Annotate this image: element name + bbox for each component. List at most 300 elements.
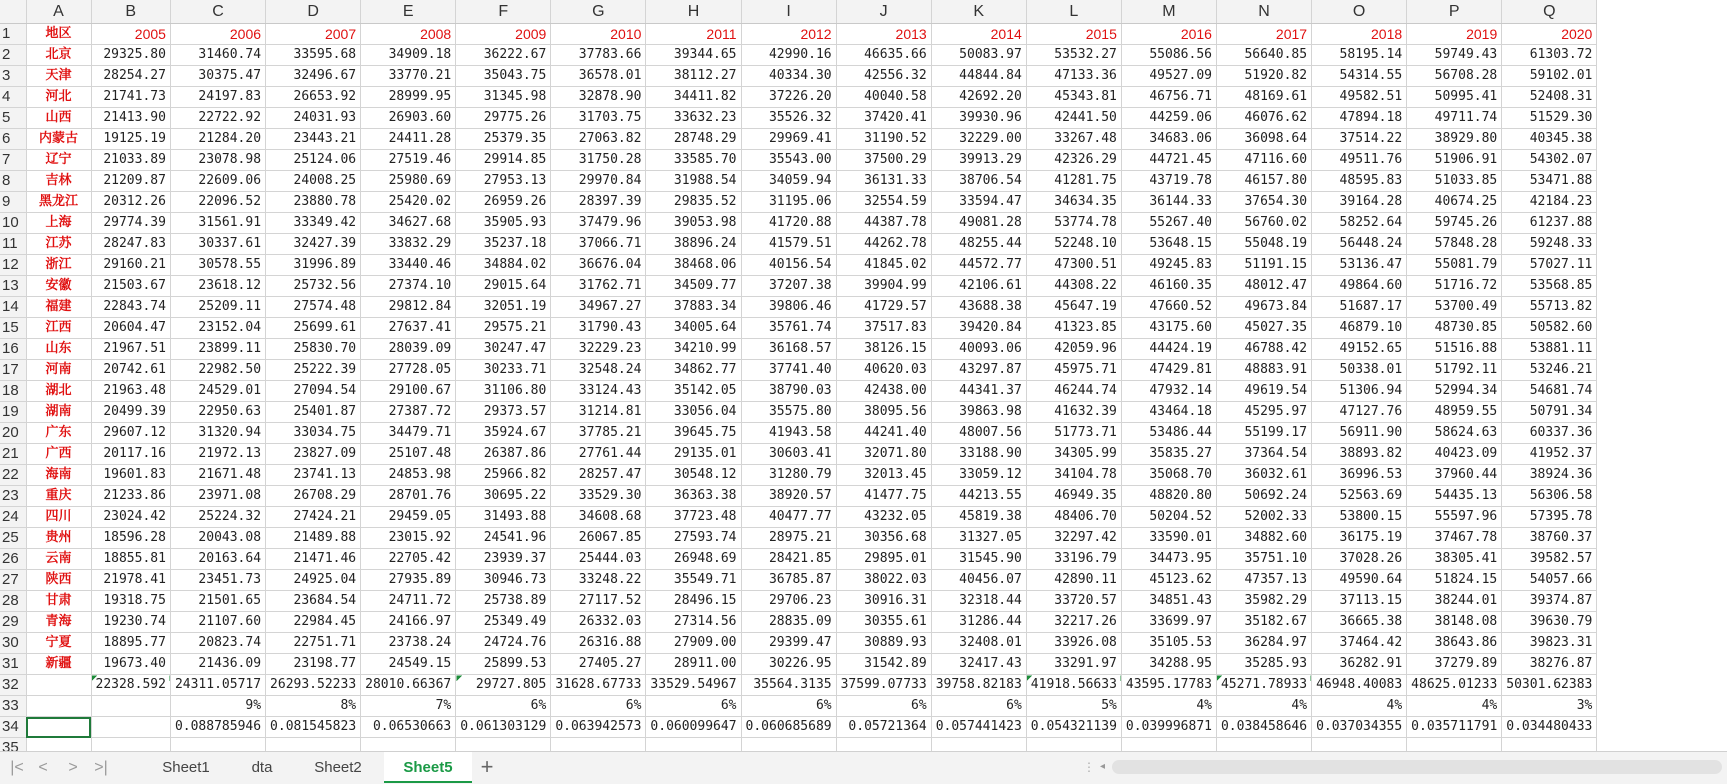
value-cell[interactable]: 29373.57 xyxy=(456,402,551,423)
row-header[interactable]: 32 xyxy=(0,675,26,696)
value-cell[interactable]: 28039.09 xyxy=(361,339,456,360)
summary-cell[interactable]: 0.06530663 xyxy=(361,717,456,738)
value-cell[interactable]: 32297.42 xyxy=(1026,528,1121,549)
year-header-cell[interactable]: 2010 xyxy=(551,24,646,45)
value-cell[interactable]: 55267.40 xyxy=(1121,213,1216,234)
value-cell[interactable]: 41729.57 xyxy=(836,297,931,318)
value-cell[interactable]: 33529.30 xyxy=(551,486,646,507)
summary-cell[interactable]: 9% xyxy=(170,696,265,717)
value-cell[interactable]: 27728.05 xyxy=(361,360,456,381)
value-cell[interactable]: 19318.75 xyxy=(91,591,170,612)
value-cell[interactable]: 20499.39 xyxy=(91,402,170,423)
empty-cell[interactable] xyxy=(361,738,456,752)
value-cell[interactable]: 37113.15 xyxy=(1312,591,1407,612)
value-cell[interactable]: 22843.74 xyxy=(91,297,170,318)
value-cell[interactable]: 36282.91 xyxy=(1312,654,1407,675)
last-sheet-icon[interactable]: >| xyxy=(94,759,108,776)
value-cell[interactable]: 32217.26 xyxy=(1026,612,1121,633)
row-header[interactable]: 22 xyxy=(0,465,26,486)
value-cell[interactable]: 33590.01 xyxy=(1121,528,1216,549)
value-cell[interactable]: 27424.21 xyxy=(266,507,361,528)
value-cell[interactable]: 42990.16 xyxy=(741,45,836,66)
value-cell[interactable]: 33632.23 xyxy=(646,108,741,129)
row-header[interactable]: 6 xyxy=(0,129,26,150)
region-cell[interactable]: 江苏 xyxy=(26,234,91,255)
value-cell[interactable]: 21967.51 xyxy=(91,339,170,360)
summary-cell[interactable]: 0.054321139 xyxy=(1026,717,1121,738)
value-cell[interactable]: 21233.86 xyxy=(91,486,170,507)
value-cell[interactable]: 38760.37 xyxy=(1502,528,1597,549)
value-cell[interactable]: 26387.86 xyxy=(456,444,551,465)
value-cell[interactable]: 32013.45 xyxy=(836,465,931,486)
value-cell[interactable]: 22609.06 xyxy=(170,171,265,192)
value-cell[interactable]: 50692.24 xyxy=(1216,486,1311,507)
summary-cell[interactable]: 29727.805 xyxy=(456,675,551,696)
value-cell[interactable]: 31280.79 xyxy=(741,465,836,486)
value-cell[interactable]: 39053.98 xyxy=(646,213,741,234)
year-header-cell[interactable]: 2012 xyxy=(741,24,836,45)
summary-cell[interactable]: 26293.52233 xyxy=(266,675,361,696)
value-cell[interactable]: 32229.00 xyxy=(931,129,1026,150)
value-cell[interactable]: 30695.22 xyxy=(456,486,551,507)
value-cell[interactable]: 46756.71 xyxy=(1121,87,1216,108)
value-cell[interactable]: 39630.79 xyxy=(1502,612,1597,633)
value-cell[interactable]: 36665.38 xyxy=(1312,612,1407,633)
summary-cell[interactable]: 6% xyxy=(456,696,551,717)
value-cell[interactable]: 29775.26 xyxy=(456,108,551,129)
value-cell[interactable]: 30603.41 xyxy=(741,444,836,465)
value-cell[interactable]: 28975.21 xyxy=(741,528,836,549)
value-cell[interactable]: 28421.85 xyxy=(741,549,836,570)
value-cell[interactable]: 30226.95 xyxy=(741,654,836,675)
value-cell[interactable]: 47894.18 xyxy=(1312,108,1407,129)
value-cell[interactable]: 49245.83 xyxy=(1121,255,1216,276)
region-cell[interactable]: 甘肃 xyxy=(26,591,91,612)
value-cell[interactable]: 21413.90 xyxy=(91,108,170,129)
value-cell[interactable]: 31703.75 xyxy=(551,108,646,129)
value-cell[interactable]: 39420.84 xyxy=(931,318,1026,339)
value-cell[interactable]: 38095.56 xyxy=(836,402,931,423)
region-cell[interactable]: 黑龙江 xyxy=(26,192,91,213)
value-cell[interactable]: 51516.88 xyxy=(1407,339,1502,360)
value-cell[interactable]: 34634.35 xyxy=(1026,192,1121,213)
value-cell[interactable]: 40674.25 xyxy=(1407,192,1502,213)
region-cell[interactable]: 广东 xyxy=(26,423,91,444)
value-cell[interactable]: 53700.49 xyxy=(1407,297,1502,318)
value-cell[interactable]: 29325.80 xyxy=(91,45,170,66)
value-cell[interactable]: 52994.34 xyxy=(1407,381,1502,402)
value-cell[interactable]: 35835.27 xyxy=(1121,444,1216,465)
region-cell[interactable]: 四川 xyxy=(26,507,91,528)
summary-cell[interactable]: 4% xyxy=(1216,696,1311,717)
value-cell[interactable]: 35285.93 xyxy=(1216,654,1311,675)
value-cell[interactable]: 20312.26 xyxy=(91,192,170,213)
value-cell[interactable]: 40477.77 xyxy=(741,507,836,528)
value-cell[interactable]: 24031.93 xyxy=(266,108,361,129)
summary-cell[interactable]: 0.061303129 xyxy=(456,717,551,738)
value-cell[interactable]: 18596.28 xyxy=(91,528,170,549)
value-cell[interactable]: 60337.36 xyxy=(1502,423,1597,444)
value-cell[interactable]: 39344.65 xyxy=(646,45,741,66)
row-header[interactable]: 17 xyxy=(0,360,26,381)
value-cell[interactable]: 29812.84 xyxy=(361,297,456,318)
value-cell[interactable]: 30337.61 xyxy=(170,234,265,255)
region-cell[interactable]: 天津 xyxy=(26,66,91,87)
value-cell[interactable]: 23741.13 xyxy=(266,465,361,486)
value-cell[interactable]: 33594.47 xyxy=(931,192,1026,213)
value-cell[interactable]: 38112.27 xyxy=(646,66,741,87)
value-cell[interactable]: 34909.18 xyxy=(361,45,456,66)
value-cell[interactable]: 51191.15 xyxy=(1216,255,1311,276)
value-cell[interactable]: 37467.78 xyxy=(1407,528,1502,549)
value-cell[interactable]: 27761.44 xyxy=(551,444,646,465)
year-header-cell[interactable]: 2008 xyxy=(361,24,456,45)
value-cell[interactable]: 54302.07 xyxy=(1502,150,1597,171)
value-cell[interactable]: 34882.60 xyxy=(1216,528,1311,549)
column-header[interactable]: B xyxy=(91,0,170,24)
row-header[interactable]: 12 xyxy=(0,255,26,276)
value-cell[interactable]: 28397.39 xyxy=(551,192,646,213)
value-cell[interactable]: 33770.21 xyxy=(361,66,456,87)
value-cell[interactable]: 51306.94 xyxy=(1312,381,1407,402)
region-cell[interactable]: 福建 xyxy=(26,297,91,318)
row-header[interactable]: 15 xyxy=(0,318,26,339)
value-cell[interactable]: 25444.03 xyxy=(551,549,646,570)
column-header[interactable]: A xyxy=(26,0,91,24)
year-header-cell[interactable]: 2020 xyxy=(1502,24,1597,45)
value-cell[interactable]: 34683.06 xyxy=(1121,129,1216,150)
row-header[interactable]: 33 xyxy=(0,696,26,717)
value-cell[interactable]: 44844.84 xyxy=(931,66,1026,87)
value-cell[interactable]: 36175.19 xyxy=(1312,528,1407,549)
value-cell[interactable]: 35105.53 xyxy=(1121,633,1216,654)
next-sheet-icon[interactable]: > xyxy=(68,759,78,776)
summary-cell[interactable]: 0.081545823 xyxy=(266,717,361,738)
value-cell[interactable]: 21436.09 xyxy=(170,654,265,675)
summary-cell[interactable]: 50301.62383 xyxy=(1502,675,1597,696)
value-cell[interactable]: 33059.12 xyxy=(931,465,1026,486)
value-cell[interactable]: 52002.33 xyxy=(1216,507,1311,528)
row-header[interactable]: 19 xyxy=(0,402,26,423)
summary-cell[interactable]: 24311.05717 xyxy=(170,675,265,696)
value-cell[interactable]: 50582.60 xyxy=(1502,318,1597,339)
value-cell[interactable]: 36222.67 xyxy=(456,45,551,66)
region-cell[interactable]: 湖南 xyxy=(26,402,91,423)
value-cell[interactable]: 49673.84 xyxy=(1216,297,1311,318)
value-cell[interactable]: 21489.88 xyxy=(266,528,361,549)
value-cell[interactable]: 24853.98 xyxy=(361,465,456,486)
value-cell[interactable]: 47133.36 xyxy=(1026,66,1121,87)
region-cell[interactable]: 安徽 xyxy=(26,276,91,297)
tab-sheet5[interactable]: Sheet5 xyxy=(384,752,472,783)
column-header[interactable]: E xyxy=(361,0,456,24)
value-cell[interactable]: 29015.64 xyxy=(456,276,551,297)
value-cell[interactable]: 28254.27 xyxy=(91,66,170,87)
summary-cell[interactable]: 0.037034355 xyxy=(1312,717,1407,738)
year-header-cell[interactable]: 2014 xyxy=(931,24,1026,45)
value-cell[interactable]: 30375.47 xyxy=(170,66,265,87)
region-cell[interactable]: 新疆 xyxy=(26,654,91,675)
summary-cell[interactable]: 6% xyxy=(836,696,931,717)
summary-cell[interactable]: 0.034480433 xyxy=(1502,717,1597,738)
value-cell[interactable]: 20742.61 xyxy=(91,360,170,381)
value-cell[interactable]: 47429.81 xyxy=(1121,360,1216,381)
value-cell[interactable]: 48255.44 xyxy=(931,234,1026,255)
value-cell[interactable]: 46788.42 xyxy=(1216,339,1311,360)
value-cell[interactable]: 37479.96 xyxy=(551,213,646,234)
value-cell[interactable]: 34509.77 xyxy=(646,276,741,297)
value-cell[interactable]: 31327.05 xyxy=(931,528,1026,549)
summary-cell[interactable]: 6% xyxy=(741,696,836,717)
value-cell[interactable]: 21671.48 xyxy=(170,465,265,486)
value-cell[interactable]: 33440.46 xyxy=(361,255,456,276)
value-cell[interactable]: 19673.40 xyxy=(91,654,170,675)
value-cell[interactable]: 39863.98 xyxy=(931,402,1026,423)
value-cell[interactable]: 52408.31 xyxy=(1502,87,1597,108)
value-cell[interactable]: 27593.74 xyxy=(646,528,741,549)
value-cell[interactable]: 56708.28 xyxy=(1407,66,1502,87)
value-cell[interactable]: 43175.60 xyxy=(1121,318,1216,339)
value-cell[interactable]: 38126.15 xyxy=(836,339,931,360)
value-cell[interactable]: 32878.90 xyxy=(551,87,646,108)
value-cell[interactable]: 48883.91 xyxy=(1216,360,1311,381)
value-cell[interactable]: 37028.26 xyxy=(1312,549,1407,570)
value-cell[interactable]: 20117.16 xyxy=(91,444,170,465)
summary-cell[interactable]: 0.088785946 xyxy=(170,717,265,738)
value-cell[interactable]: 54435.13 xyxy=(1407,486,1502,507)
value-cell[interactable]: 36131.33 xyxy=(836,171,931,192)
summary-cell[interactable]: 45271.78933 xyxy=(1216,675,1311,696)
column-header[interactable]: L xyxy=(1026,0,1121,24)
value-cell[interactable]: 42556.32 xyxy=(836,66,931,87)
value-cell[interactable]: 40345.38 xyxy=(1502,129,1597,150)
value-cell[interactable]: 36284.97 xyxy=(1216,633,1311,654)
value-cell[interactable]: 49582.51 xyxy=(1312,87,1407,108)
value-cell[interactable]: 53800.15 xyxy=(1312,507,1407,528)
value-cell[interactable]: 46157.80 xyxy=(1216,171,1311,192)
value-cell[interactable]: 34884.02 xyxy=(456,255,551,276)
value-cell[interactable]: 23198.77 xyxy=(266,654,361,675)
value-cell[interactable]: 45647.19 xyxy=(1026,297,1121,318)
first-sheet-icon[interactable]: |< xyxy=(10,759,24,776)
value-cell[interactable]: 31561.91 xyxy=(170,213,265,234)
value-cell[interactable]: 34104.78 xyxy=(1026,465,1121,486)
value-cell[interactable]: 48169.61 xyxy=(1216,87,1311,108)
value-cell[interactable]: 55713.82 xyxy=(1502,297,1597,318)
value-cell[interactable]: 25224.32 xyxy=(170,507,265,528)
value-cell[interactable]: 51687.17 xyxy=(1312,297,1407,318)
value-cell[interactable]: 44721.45 xyxy=(1121,150,1216,171)
region-cell[interactable]: 陕西 xyxy=(26,570,91,591)
empty-cell[interactable] xyxy=(266,738,361,752)
value-cell[interactable]: 40620.03 xyxy=(836,360,931,381)
summary-cell[interactable]: 3% xyxy=(1502,696,1597,717)
value-cell[interactable]: 44262.78 xyxy=(836,234,931,255)
row-header[interactable]: 34 xyxy=(0,717,26,738)
value-cell[interactable]: 29607.12 xyxy=(91,423,170,444)
value-cell[interactable]: 35142.05 xyxy=(646,381,741,402)
value-cell[interactable]: 25830.70 xyxy=(266,339,361,360)
summary-cell[interactable]: 41918.56633 xyxy=(1026,675,1121,696)
summary-cell[interactable]: 37599.07733 xyxy=(836,675,931,696)
region-cell[interactable]: 江西 xyxy=(26,318,91,339)
value-cell[interactable]: 41579.51 xyxy=(741,234,836,255)
value-cell[interactable]: 54314.55 xyxy=(1312,66,1407,87)
row-header[interactable]: 8 xyxy=(0,171,26,192)
value-cell[interactable]: 51033.85 xyxy=(1407,171,1502,192)
column-header[interactable]: I xyxy=(741,0,836,24)
add-sheet-icon[interactable]: + xyxy=(480,754,494,779)
value-cell[interactable]: 37654.30 xyxy=(1216,192,1311,213)
summary-cell[interactable]: 46948.40083 xyxy=(1312,675,1407,696)
value-cell[interactable]: 49711.74 xyxy=(1407,108,1502,129)
value-cell[interactable]: 47660.52 xyxy=(1121,297,1216,318)
value-cell[interactable]: 41477.75 xyxy=(836,486,931,507)
value-cell[interactable]: 45123.62 xyxy=(1121,570,1216,591)
value-cell[interactable]: 28748.29 xyxy=(646,129,741,150)
value-cell[interactable]: 22950.63 xyxy=(170,402,265,423)
value-cell[interactable]: 34411.82 xyxy=(646,87,741,108)
row-header[interactable]: 35 xyxy=(0,738,26,752)
value-cell[interactable]: 33720.57 xyxy=(1026,591,1121,612)
value-cell[interactable]: 23024.42 xyxy=(91,507,170,528)
value-cell[interactable]: 27909.00 xyxy=(646,633,741,654)
value-cell[interactable]: 23971.08 xyxy=(170,486,265,507)
value-cell[interactable]: 18855.81 xyxy=(91,549,170,570)
empty-cell[interactable] xyxy=(26,738,91,752)
summary-cell[interactable] xyxy=(91,717,170,738)
value-cell[interactable]: 49590.64 xyxy=(1312,570,1407,591)
row-header[interactable]: 5 xyxy=(0,108,26,129)
value-cell[interactable]: 39374.87 xyxy=(1502,591,1597,612)
value-cell[interactable]: 24008.25 xyxy=(266,171,361,192)
empty-cell[interactable] xyxy=(456,738,551,752)
empty-cell[interactable] xyxy=(1312,738,1407,752)
value-cell[interactable]: 39930.96 xyxy=(931,108,1026,129)
empty-cell[interactable] xyxy=(1121,738,1216,752)
summary-cell[interactable]: 0.039996871 xyxy=(1121,717,1216,738)
value-cell[interactable]: 37279.89 xyxy=(1407,654,1502,675)
region-cell[interactable]: 北京 xyxy=(26,45,91,66)
year-header-cell[interactable]: 2009 xyxy=(456,24,551,45)
value-cell[interactable]: 45027.35 xyxy=(1216,318,1311,339)
value-cell[interactable]: 38920.57 xyxy=(741,486,836,507)
value-cell[interactable]: 32051.19 xyxy=(456,297,551,318)
value-cell[interactable]: 35982.29 xyxy=(1216,591,1311,612)
summary-cell[interactable]: 5% xyxy=(1026,696,1121,717)
value-cell[interactable]: 25738.89 xyxy=(456,591,551,612)
value-cell[interactable]: 53648.15 xyxy=(1121,234,1216,255)
value-cell[interactable]: 41845.02 xyxy=(836,255,931,276)
value-cell[interactable]: 25899.53 xyxy=(456,654,551,675)
value-cell[interactable]: 24549.15 xyxy=(361,654,456,675)
value-cell[interactable]: 33056.04 xyxy=(646,402,741,423)
value-cell[interactable]: 47127.76 xyxy=(1312,402,1407,423)
value-cell[interactable]: 29970.84 xyxy=(551,171,646,192)
value-cell[interactable]: 39823.31 xyxy=(1502,633,1597,654)
summary-cell[interactable]: 6% xyxy=(931,696,1026,717)
value-cell[interactable]: 37420.41 xyxy=(836,108,931,129)
value-cell[interactable]: 21972.13 xyxy=(170,444,265,465)
value-cell[interactable]: 36676.04 xyxy=(551,255,646,276)
summary-cell[interactable]: 22328.592 xyxy=(91,675,170,696)
row-header[interactable]: 2 xyxy=(0,45,26,66)
value-cell[interactable]: 36098.64 xyxy=(1216,129,1311,150)
value-cell[interactable]: 31190.52 xyxy=(836,129,931,150)
value-cell[interactable]: 23078.98 xyxy=(170,150,265,171)
value-cell[interactable]: 53136.47 xyxy=(1312,255,1407,276)
value-cell[interactable]: 27314.56 xyxy=(646,612,741,633)
value-cell[interactable]: 32417.43 xyxy=(931,654,1026,675)
empty-cell[interactable] xyxy=(1407,738,1502,752)
value-cell[interactable]: 40456.07 xyxy=(931,570,1026,591)
column-header[interactable]: F xyxy=(456,0,551,24)
value-cell[interactable]: 38929.80 xyxy=(1407,129,1502,150)
value-cell[interactable]: 40093.06 xyxy=(931,339,1026,360)
year-header-cell[interactable]: 2019 xyxy=(1407,24,1502,45)
value-cell[interactable]: 56640.85 xyxy=(1216,45,1311,66)
value-cell[interactable]: 44341.37 xyxy=(931,381,1026,402)
value-cell[interactable]: 28835.09 xyxy=(741,612,836,633)
value-cell[interactable]: 30355.61 xyxy=(836,612,931,633)
value-cell[interactable]: 35905.93 xyxy=(456,213,551,234)
value-cell[interactable]: 21978.41 xyxy=(91,570,170,591)
value-cell[interactable]: 34627.68 xyxy=(361,213,456,234)
value-cell[interactable]: 41632.39 xyxy=(1026,402,1121,423)
value-cell[interactable]: 24529.01 xyxy=(170,381,265,402)
value-cell[interactable]: 26653.92 xyxy=(266,87,361,108)
value-cell[interactable]: 51906.91 xyxy=(1407,150,1502,171)
value-cell[interactable]: 23152.04 xyxy=(170,318,265,339)
summary-cell[interactable] xyxy=(91,696,170,717)
value-cell[interactable]: 50083.97 xyxy=(931,45,1026,66)
value-cell[interactable]: 53774.78 xyxy=(1026,213,1121,234)
value-cell[interactable]: 43297.87 xyxy=(931,360,1026,381)
region-cell[interactable]: 辽宁 xyxy=(26,150,91,171)
value-cell[interactable]: 40334.30 xyxy=(741,66,836,87)
value-cell[interactable]: 36032.61 xyxy=(1216,465,1311,486)
value-cell[interactable]: 31790.43 xyxy=(551,318,646,339)
value-cell[interactable]: 30578.55 xyxy=(170,255,265,276)
value-cell[interactable]: 31195.06 xyxy=(741,192,836,213)
summary-cell[interactable]: 35564.3135 xyxy=(741,675,836,696)
value-cell[interactable]: 56306.58 xyxy=(1502,486,1597,507)
value-cell[interactable]: 43719.78 xyxy=(1121,171,1216,192)
value-cell[interactable]: 57395.78 xyxy=(1502,507,1597,528)
value-cell[interactable]: 55199.17 xyxy=(1216,423,1311,444)
value-cell[interactable]: 38893.82 xyxy=(1312,444,1407,465)
empty-cell[interactable] xyxy=(26,696,91,717)
value-cell[interactable]: 22984.45 xyxy=(266,612,361,633)
value-cell[interactable]: 29835.52 xyxy=(646,192,741,213)
summary-cell[interactable]: 4% xyxy=(1407,696,1502,717)
value-cell[interactable]: 25222.39 xyxy=(266,360,361,381)
value-cell[interactable]: 19230.74 xyxy=(91,612,170,633)
scroll-left-icon[interactable]: ◂ xyxy=(1100,761,1106,772)
value-cell[interactable]: 35575.80 xyxy=(741,402,836,423)
value-cell[interactable]: 47357.13 xyxy=(1216,570,1311,591)
tab-dta[interactable]: dta xyxy=(251,759,273,776)
value-cell[interactable]: 47932.14 xyxy=(1121,381,1216,402)
value-cell[interactable]: 23451.73 xyxy=(170,570,265,591)
value-cell[interactable]: 37723.48 xyxy=(646,507,741,528)
value-cell[interactable]: 34059.94 xyxy=(741,171,836,192)
value-cell[interactable]: 37207.38 xyxy=(741,276,836,297)
summary-cell[interactable]: 28010.66367 xyxy=(361,675,456,696)
value-cell[interactable]: 44241.40 xyxy=(836,423,931,444)
value-cell[interactable]: 30247.47 xyxy=(456,339,551,360)
value-cell[interactable]: 44259.06 xyxy=(1121,108,1216,129)
